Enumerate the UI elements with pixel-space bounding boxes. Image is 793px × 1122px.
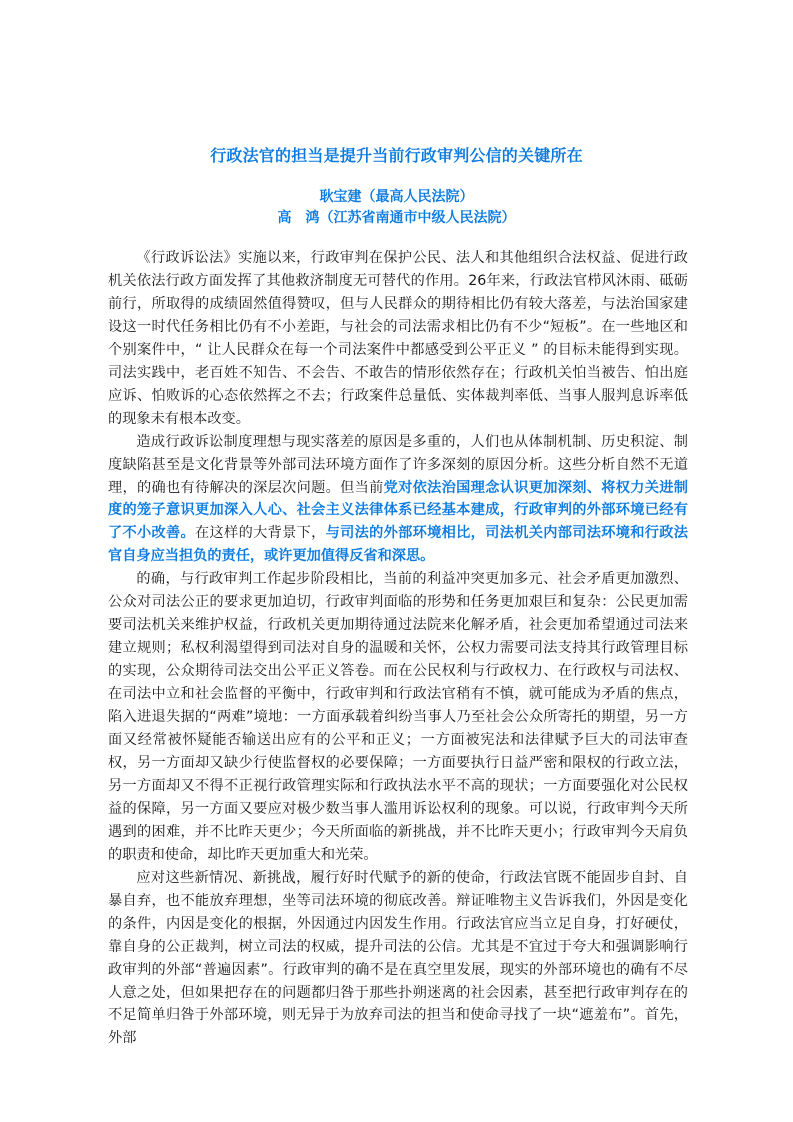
author-line: 耿宝建（最高人民法院） — [319, 189, 474, 205]
body-paragraph — [108, 568, 688, 866]
paragraph-text: 在这样的大背景下， — [195, 525, 326, 542]
paragraph-text: 造成行政诉讼制度理想与现实落差的原因是多重的，人们也从体制机制、历史积淀、制度缺陷甚至是文化背景等外部司法环境方面作了许多深刻的原因分析。这些分析自然不无道理，的确也有待解决的深层次问题。但当前 — [108, 433, 688, 496]
paragraph-text: 的确，与行政审判工作起步阶段相比，当前的利益冲突更加多元、社会矛盾更加激烈、公众对司法公正的要求更加迫切，行政审判面临的形势和任务更加艰巨和复杂：公民更加需要司法机关来维护权益，行政机关更加期待通过法院来化解矛盾，社会更加希望通过司法来建立规则；私权利渴望得到司法对自身的温暖和关怀，公权力需要司法支持其行政管理目标的实现，公众期待司法交出公平正义答卷。而在公民权利与行政权力、在行政权与司法权、在司法中立和社会监督的平衡中，行政审判和行政法官稍有不慎，就可能成为矛盾的焦点，陷入进退失据的“两难”境地：一方面承载着纠纷当事人乃至社会公众所寄托的期望，另一方面又经常被怀疑能否输送出应有的公平和正义；一方面被宪法和法律赋予巨大的司法审查权，另一方面却又缺少行使监督权的必要保障；一方面要执行日益严密和限权的行政立法，另一方面却又不得不正视行政管理实际和行政执法水平不高的现状；一方面要强化对公民权益的保障，另一方面又要应对极少数当事人滥用诉讼权利的现象。可以说，行政审判今天所遇到的困难，并不比昨天更少；今天所面临的新挑战，并不比昨天更小；行政审判今天肩负的职责和使命，却比昨天更加重大和光荣。 — [108, 571, 688, 863]
author-block — [0, 187, 793, 229]
highlighted-text: 与司法的外部环境相比，司法机关内部司法环境和行政法官自身应当担负的责任，或许更加值得反省和深思。 — [108, 525, 688, 565]
article-title: 行政法官的担当是提升当前行政审判公信的关键所在 — [210, 146, 583, 165]
article-body — [108, 247, 688, 1050]
highlighted-text: 党对依法治国理念认识更加深刻、将权力关进制度的笼子意识更加深入人心、社会主义法律体系已经基本建成，行政审判的外部环境已经有了不小改善。 — [108, 479, 688, 542]
paragraph-text: 《行政诉讼法》实施以来，行政审判在保护公民、法人和其他组织合法权益、促进行政机关依法行政方面发挥了其他救济制度无可替代的作用。26年来，行政法官栉风沐雨、砥砺前行，所取得的成绩固然值得赞叹，但与人民群众的期待相比仍有较大落差，与法治国家建设这一时代任务相比仍有不小差距，与社会的司法需求相比仍有不少“短板”。在一些地区和个别案件中，“ 让人民群众在每一个司法案件中都感受到公平正义 ” 的目标未能得到实现。司法实践中，老百姓不知告、不会告、不敢告的情形依然存在；行政机关怕当被告、怕出庭应诉、怕败诉的心态依然挥之不去；行政案件总量低、实体裁判率低、当事人服判息诉率低的现象未有根本改变。 — [108, 250, 688, 427]
body-paragraph — [108, 867, 688, 1051]
body-paragraph — [108, 247, 688, 431]
paragraph-text: 应对这些新情况、新挑战，履行好时代赋予的新的使命，行政法官既不能固步自封、自暴自弃，也不能放弃理想，坐等司法环境的彻底改善。辩证唯物主义告诉我们，外因是变化的条件，内因是变化的根据，外因通过内因发生作用。行政法官应当立足自身，打好硬仗，靠自身的公正裁判，树立司法的权威，提升司法的公信。尤其是不宜过于夸大和强调影响行政审判的外部“普遍因素”。行政审判的确不是在真空里发展，现实的外部环境也的确有不尽人意之处，但如果把存在的问题都归咎于那些扑朔迷离的社会因素，甚至把行政审判存在的不足简单归咎于外部环境，则无异于为放弃司法的担当和使命寻找了一块“遮羞布”。首先，外部 — [108, 869, 688, 1047]
author-line: 高 鸿（江苏省南通市中级人民法院） — [277, 210, 516, 226]
body-paragraph — [108, 431, 688, 569]
